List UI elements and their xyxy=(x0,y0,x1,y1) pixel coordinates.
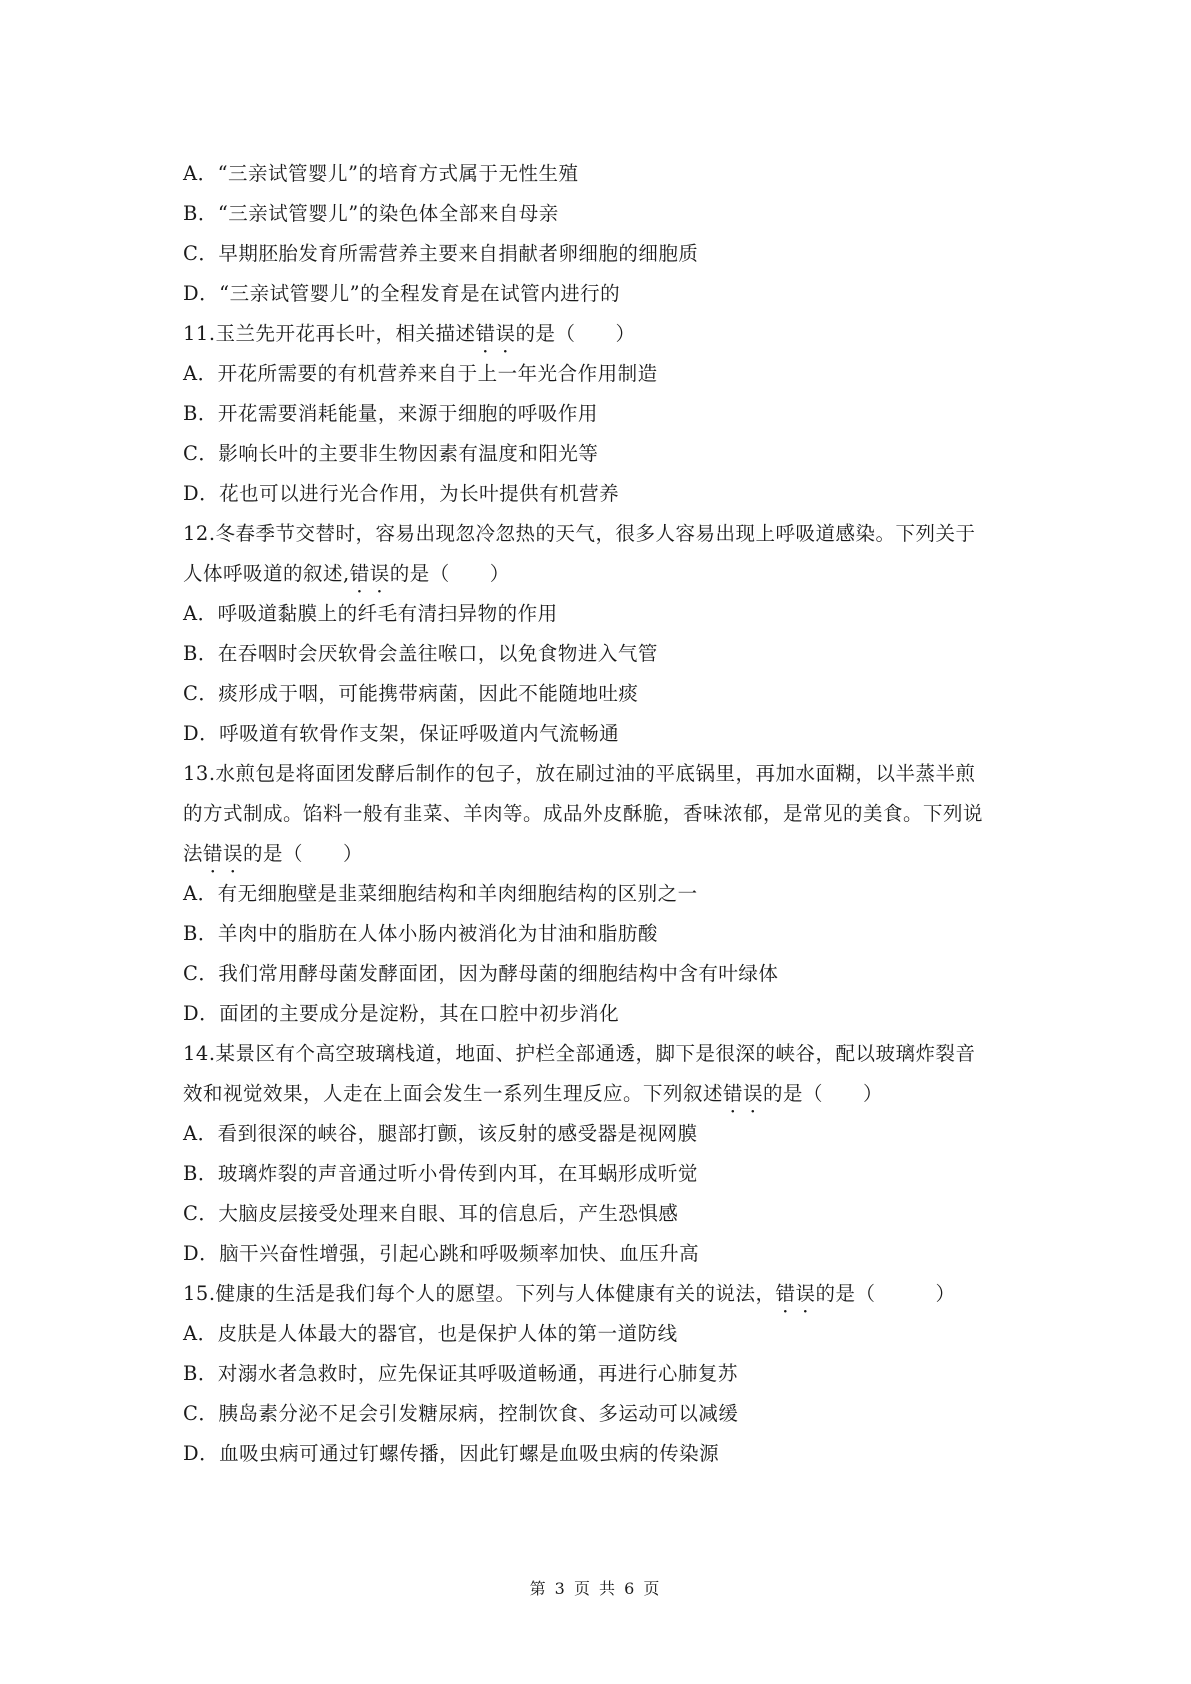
emphasis-char: 误 xyxy=(223,842,244,865)
q12-stem-line-1: 12.冬春季节交替时，容易出现忽冷忽热的天气，很多人容易出现上呼吸道感染。下列关于 xyxy=(183,522,976,545)
q15-option-c: C．胰岛素分泌不足会引发糖尿病，控制饮食、多运动可以减缓 xyxy=(183,1402,739,1425)
q12-option-a: A．呼吸道黏膜上的纤毛有清扫异物的作用 xyxy=(183,602,558,625)
q10-option-d: D．“三亲试管婴儿”的全程发育是在试管内进行的 xyxy=(183,282,621,305)
q11-option-b: B．开花需要消耗能量，来源于细胞的呼吸作用 xyxy=(183,402,598,425)
q13-option-d: D．面团的主要成分是淀粉，其在口腔中初步消化 xyxy=(183,1002,620,1025)
q14-option-b: B．玻璃炸裂的声音通过听小骨传到内耳，在耳蜗形成听觉 xyxy=(183,1162,698,1185)
q13-option-a: A．有无细胞壁是韭菜细胞结构和羊肉细胞结构的区别之一 xyxy=(183,882,698,905)
emphasis-char: 误 xyxy=(795,1282,816,1305)
q15-option-d: D．血吸虫病可通过钉螺传播，因此钉螺是血吸虫病的传染源 xyxy=(183,1442,720,1465)
q14-option-d: D．脑干兴奋性增强，引起心跳和呼吸频率加快、血压升高 xyxy=(183,1242,700,1265)
q14-option-c: C．大脑皮层接受处理来自眼、耳的信息后，产生恐惧感 xyxy=(183,1202,679,1225)
emphasis-char: 误 xyxy=(369,562,390,585)
emphasis-char: 错 xyxy=(475,322,496,345)
page-footer: 第 3 页 共 6 页 xyxy=(529,1579,662,1598)
emphasis-char: 误 xyxy=(495,322,516,345)
q15-option-a: A．皮肤是人体最大的器官，也是保护人体的第一道防线 xyxy=(183,1322,678,1345)
q13-stem-line-3: 法错误的是（ ） xyxy=(183,842,364,865)
q12-option-d: D．呼吸道有软骨作支架，保证呼吸道内气流畅通 xyxy=(183,722,620,745)
emphasis-char: 误 xyxy=(743,1082,764,1105)
q12-stem-line-2: 人体呼吸道的叙述,错误的是（ ） xyxy=(183,562,510,585)
q13-option-b: B．羊肉中的脂肪在人体小肠内被消化为甘油和脂肪酸 xyxy=(183,922,658,945)
q15-option-b: B．对溺水者急救时，应先保证其呼吸道畅通，再进行心肺复苏 xyxy=(183,1362,738,1385)
emphasis-char: 错 xyxy=(203,842,224,865)
q11-option-a: A．开花所需要的有机营养来自于上一年光合作用制造 xyxy=(183,362,658,385)
q10-option-c: C．早期胚胎发育所需营养主要来自捐献者卵细胞的细胞质 xyxy=(183,242,699,265)
q11-option-d: D．花也可以进行光合作用，为长叶提供有机营养 xyxy=(183,482,620,505)
q14-stem-line-2: 效和视觉效果，人走在上面会发生一系列生理反应。下列叙述错误的是（ ） xyxy=(183,1082,884,1105)
q11-stem: 11.玉兰先开花再长叶，相关描述错误的是（ ） xyxy=(183,322,636,345)
q12-option-c: C．痰形成于咽，可能携带病菌，因此不能随地吐痰 xyxy=(183,682,639,705)
q10-option-b: B．“三亲试管婴儿”的染色体全部来自母亲 xyxy=(183,202,559,225)
q12-option-b: B．在吞咽时会厌软骨会盖往喉口，以免食物进入气管 xyxy=(183,642,658,665)
q14-option-a: A．看到很深的峡谷，腿部打颤，该反射的感受器是视网膜 xyxy=(183,1122,698,1145)
emphasis-char: 错 xyxy=(723,1082,744,1105)
q13-stem-line-1: 13.水煎包是将面团发酵后制作的包子，放在刷过油的平底锅里，再加水面糊，以半蒸半煎 xyxy=(183,762,976,785)
q14-stem-line-1: 14.某景区有个高空玻璃栈道，地面、护栏全部通透，脚下是很深的峡谷，配以玻璃炸裂音 xyxy=(183,1042,976,1065)
q13-option-c: C．我们常用酵母菌发酵面团，因为酵母菌的细胞结构中含有叶绿体 xyxy=(183,962,779,985)
q13-stem-line-2: 的方式制成。馅料一般有韭菜、羊肉等。成品外皮酥脆，香味浓郁，是常见的美食。下列说 xyxy=(183,802,984,825)
q11-option-c: C．影响长叶的主要非生物因素有温度和阳光等 xyxy=(183,442,599,465)
q10-option-a: A．“三亲试管婴儿”的培育方式属于无性生殖 xyxy=(183,162,579,185)
emphasis-char: 错 xyxy=(349,562,370,585)
emphasis-char: 错 xyxy=(775,1282,796,1305)
q15-stem: 15.健康的生活是我们每个人的愿望。下列与人体健康有关的说法，错误的是（ ） xyxy=(183,1282,956,1305)
page-content xyxy=(183,154,1023,1474)
